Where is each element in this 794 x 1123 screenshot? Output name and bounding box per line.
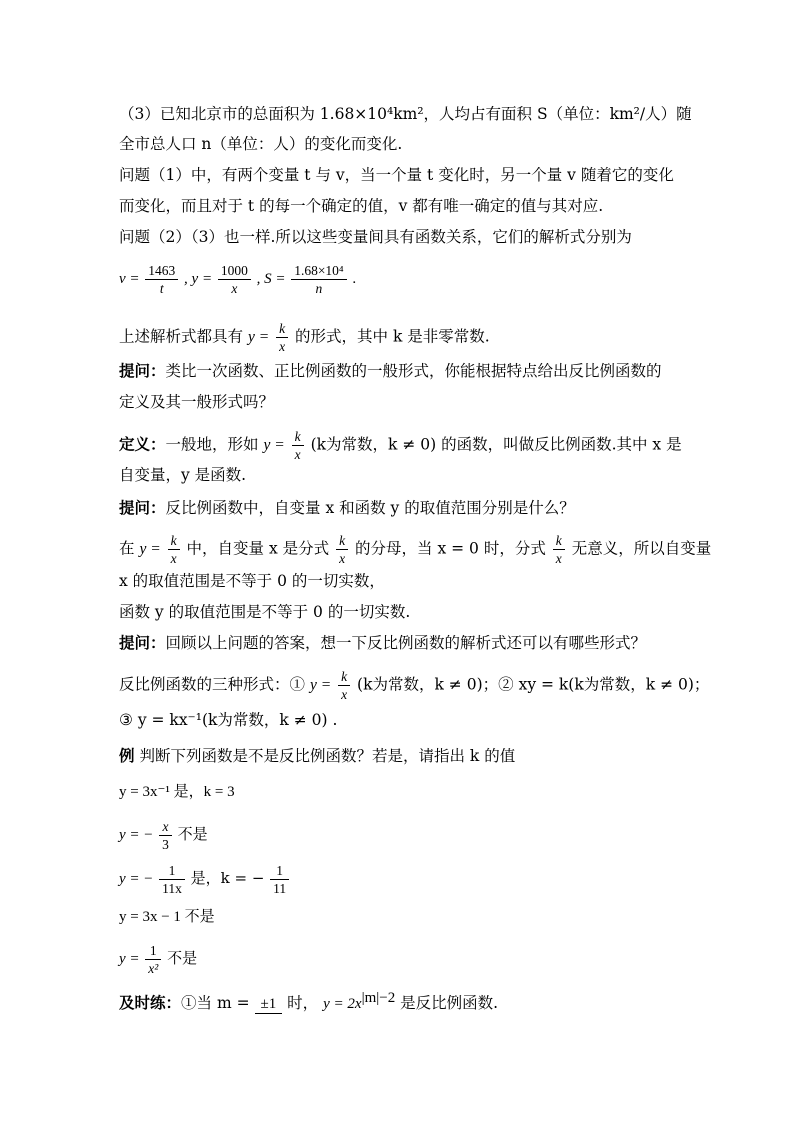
example-item: y = − $\frac{1}{11x}$ 是，k = − $\frac{1}{11}$ [119, 862, 291, 897]
definition-label: 定义： [119, 434, 166, 454]
practice-label: 及时练： [119, 993, 182, 1012]
paragraph-line: （3）已知北京市的总面积为 1.68×10⁴km²，人均占有面积 S（单位：km²/人）随 [119, 105, 692, 123]
answer-line: 在 y = $\frac{k}{x}$ 中，自变量 x 是分式 $\frac{k}{x}$ 的分母，当 x = 0 时，分式 $\frac{k}{x}$ 无意义，所以自变量 [119, 533, 712, 566]
question-label: 提问： [119, 633, 166, 652]
question-label: 提问： [119, 498, 166, 517]
example-item: y = $\frac{1}{\text{x²}}$ 不是 [119, 943, 198, 976]
paragraph-line: 上述解析式都具有 y = $\frac{k}{x}$ 的形式，其中 k 是非零常数. [119, 321, 490, 354]
paragraph-line: 全市总人口 n（单位：人）的变化而变化. [119, 135, 403, 153]
answer-blank[interactable]: ±1 [255, 995, 283, 1014]
answer-line: 函数 y 的取值范围是不等于 0 的一切实数. [119, 603, 411, 621]
example-item: y = 3x⁻¹ 是，k = 3 [119, 784, 235, 800]
forms-line: 反比例函数的三种形式：① y = $\frac{k}{x}$ (k为常数，k ≠ 0)；② xy = k(k为常数，k ≠ 0)； [119, 669, 710, 702]
fraction: $\frac{\text{1.68×10⁴}}{n}$ [291, 262, 346, 297]
forms-line: ③ y = kx⁻¹(k为常数，k ≠ 0) . [119, 711, 338, 729]
definition-line: 自变量，y 是函数. [119, 466, 247, 484]
fraction: $\frac{1463}{t}$ [145, 262, 178, 297]
question-line: 提问：回顾以上问题的答案，想一下反比例函数的解析式还可以有哪些形式？ [119, 633, 647, 652]
definition-line: 定义：一般地，形如 y = $\frac{k}{x}$ (k为常数，k ≠ 0) 的函数，叫做反比例函数.其中 x 是 [119, 429, 682, 462]
example-line: 例 判断下列函数是不是反比例函数？若是，请指出 k 的值 [119, 746, 516, 765]
answer-line: x 的取值范围是不等于 0 的一切实数， [119, 572, 385, 590]
example-item: y = 3x − 1 不是 [119, 909, 215, 925]
fraction: $\frac{1000}{x}$ [218, 262, 251, 297]
example-label: 例 [119, 746, 135, 765]
paragraph-line: 而变化，而且对于 t 的每一个确定的值，v 都有唯一确定的值与其对应. [119, 197, 604, 215]
formula-line: v = $\frac{1463}{t}$ , y = $\frac{1000}{x}$ , S = $\frac{\text{1.68×10⁴}}{n}$ . [119, 263, 357, 296]
question-line: 提问：反比例函数中，自变量 x 和函数 y 的取值范围分别是什么？ [119, 498, 575, 517]
question-line: 提问：类比一次函数、正比例函数的一般形式，你能根据特点给出反比例函数的 [119, 361, 662, 380]
question-label: 提问： [119, 361, 166, 380]
paragraph-line: 问题（1）中，有两个变量 t 与 v，当一个量 t 变化时，另一个量 v 随着它的变化 [119, 166, 674, 184]
example-item: y = − $\frac{x}{3}$ 不是 [119, 819, 208, 852]
question-line: 定义及其一般形式吗？ [119, 393, 275, 411]
practice-line: 及时练：①当 m = ±1 时， $y = 2x^{|m|-2}$ 是反比例函数. [119, 989, 499, 1012]
paragraph-line: 问题（2）（3）也一样.所以这些变量间具有函数关系，它们的解析式分别为 [119, 228, 632, 246]
